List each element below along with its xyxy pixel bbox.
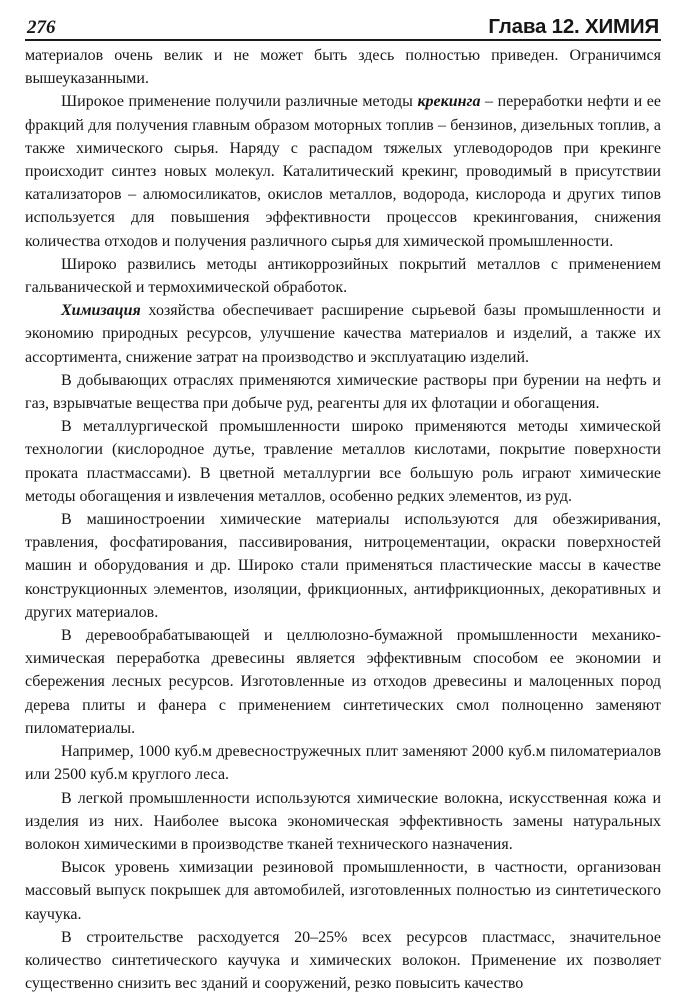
paragraph-continuation-text: – переработки нефти и ее фракций для получения главным образом моторных топлив – бензинов, дизельных топлив, а также химического сырья. Наряду с распадом тяжелых углеводородов при крекинге происходит синтез новых молекул. Каталитический крекинг, проводимый в присутствии катализаторов – алюмосиликатов, окислов металлов, водорода, кислорода и других типов используется для повышения эффективности процессов крекингования, снижения количества отходов и получения различного сырья для химической промышленности. (25, 93, 662, 250)
paragraph: Например, 1000 куб.м древесностружечных плит заменяют 2000 куб.м пиломатериалов или 2500 куб.м круглого леса. (25, 743, 661, 784)
paragraph-lead-text: Широкое применение получили различные методы (61, 93, 418, 111)
paragraph: В добывающих отраслях применяются химические растворы при бурении на нефть и газ, взрывчатые вещества при добыче руд, реагенты для их флотации и обогащения. (25, 371, 661, 413)
paragraph: Широко развились методы антикоррозийных покрытий металлов с применением гальванической и термохимической обработок. (25, 255, 661, 297)
paragraph: В машиностроении химические материалы используются для обезжиривания, травления, фосфатирования, пассивирования, нитроцементации, окраски поверхностей машин и оборудования и др. Широко стали применяться пластические массы в качестве конструкционных элементов, изоляции, фрикционных, антифрикционных, декоративных и других материалов. (25, 511, 661, 621)
paragraph: В металлургической промышленности широко применяются методы химической технологии (кислородное дутье, травление металлов кислотами, покрытие поверхности проката пластмассами). В цветной металлургии все большую роль играют химические методы обогащения и извлечения металлов, особенно редких элементов, из руд. (25, 418, 661, 505)
body-text (25, 44, 661, 995)
emphasized-term-cracking: крекинга (417, 93, 481, 111)
chapter-title: Глава 12. ХИМИЯ (488, 14, 659, 38)
paragraph-continuation-text: хозяйства обеспечивает расширение сырьевой базы промышленности и экономию природных ресурсов, улучшение качества материалов и изделий, а также их ассортимента, снижение затрат на производство и эксплуатацию изделий. (25, 302, 661, 366)
paragraph: Высок уровень химизации резиновой промышленности, в частности, организован массовый выпуск покрышек для автомобилей, изготовленных полностью из синтетического каучука. (25, 859, 661, 923)
page-number: 276 (27, 17, 56, 38)
paragraph: В легкой промышленности используются химические волокна, искусственная кожа и изделия из них. Наиболее высока экономическая эффективность замены натуральных волокон химическими в производстве тканей технического назначения. (25, 789, 661, 853)
paragraph-chemicalization (25, 299, 661, 369)
running-header (25, 10, 661, 41)
paragraph: В строительстве расходуется 20–25% всех ресурсов пластмасс, значительное количество синтетического каучука и химических волокон. Применение их позволяет существенно снизить вес зданий и сооружений, резко повысить качество (25, 928, 661, 993)
paragraph-cracking (25, 90, 661, 252)
paragraph: материалов очень велик и не может быть здесь полностью приведен. Ограничимся вышеуказанными. (25, 47, 661, 88)
emphasized-term-chemicalization: Химизация (61, 302, 141, 320)
paragraph: В деревообрабатывающей и целлюлозно-бумажной промышленности механико-химическая переработка древесины является эффективным способом ее экономии и сбережения лесных ресурсов. Изготовленные из отходов древесины и малоценных пород дерева плиты и фанера с применением синтетических смол полноценно заменяют пиломатериалы. (25, 627, 661, 737)
